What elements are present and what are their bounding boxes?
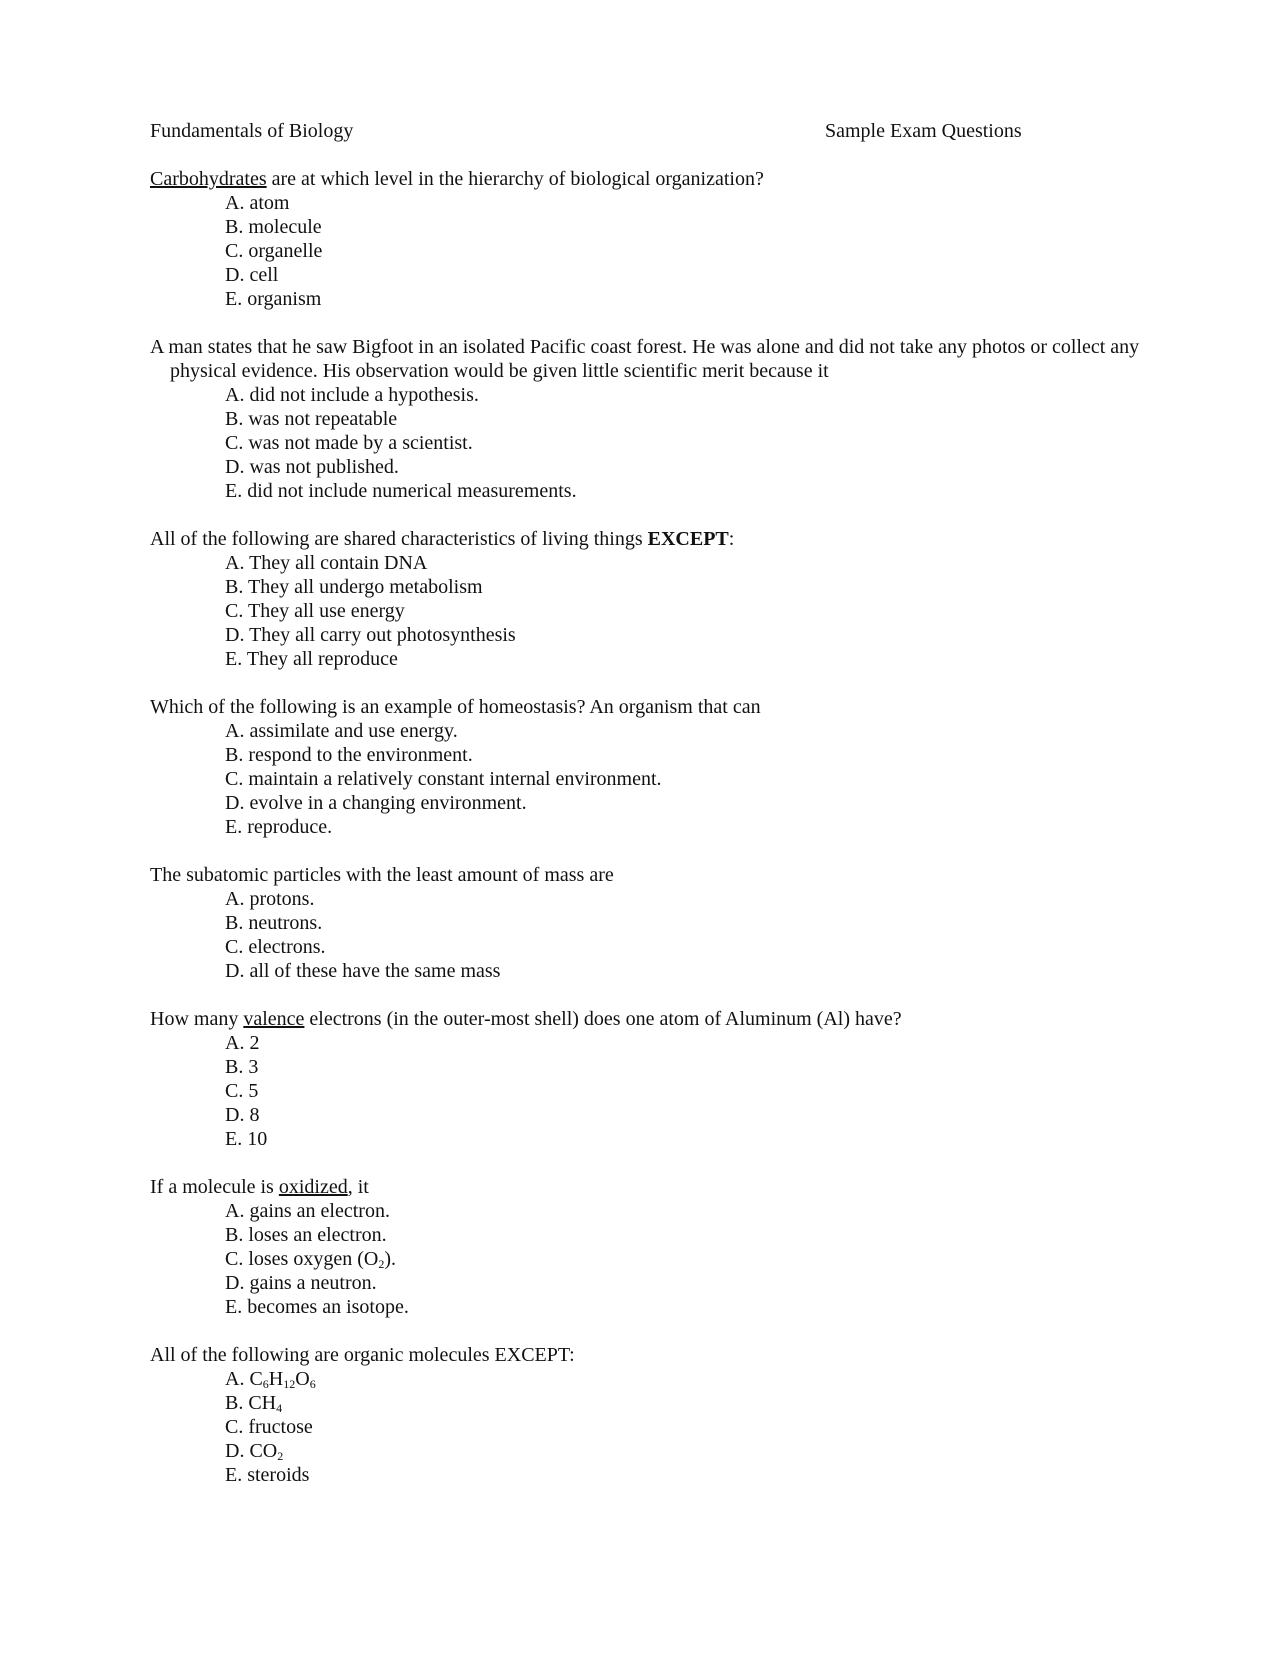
answer-option: A. 2 [225,1032,260,1054]
question-5 [150,863,1150,983]
answer-option: A. $C_6H_{12}O_6$ [225,1368,316,1391]
answer-option: D. $CO_2$ [225,1440,284,1463]
underlined-term: oxidized [278,1176,348,1198]
question-stem: Carbohydrates are at which level in the hierarchy of biological organization? [150,168,764,190]
answer-options [150,383,1150,503]
page-header [150,119,1150,143]
document-title: Sample Exam Questions [825,120,1022,142]
answer-options [150,551,1150,671]
question-2 [150,335,1150,503]
answer-option: C. fructose [225,1416,313,1438]
answer-options [150,887,1150,983]
course-title: Fundamentals of Biology [150,120,354,142]
question-stem: A man states that he saw Bigfoot in an isolated Pacific coast forest. He was alone and did not take any photos or collect any physical evidence. His observation would be given little scientific merit because it [150,336,1140,382]
answer-option: D. cell [225,264,279,286]
answer-option: A. They all contain DNA [225,552,428,574]
question-stem: How many valence electrons (in the outer-most shell) does one atom of Aluminum (Al) have? [150,1008,902,1030]
answer-option: B. neutrons. [225,912,323,934]
answer-option: A. assimilate and use energy. [225,720,458,742]
answer-option: A. protons. [225,888,315,910]
answer-option: B. $CH_4$ [225,1392,283,1415]
answer-option: B. respond to the environment. [225,744,473,766]
question-8 [150,1343,1150,1487]
answer-option: C. organelle [225,240,323,262]
answer-option: E. They all reproduce [225,648,398,670]
question-1 [150,167,1150,311]
answer-option: E. 10 [225,1128,268,1150]
answer-option: B. was not repeatable [225,408,398,430]
answer-option: D. 8 [225,1104,260,1126]
answer-option: C. They all use energy [225,600,405,622]
answer-option: D. all of these have the same mass [225,960,501,982]
answer-option: D. gains a neutron. [225,1272,377,1294]
answer-options [150,1031,1150,1151]
question-stem: All of the following are organic molecules EXCEPT: [150,1344,575,1366]
answer-option: A. did not include a hypothesis. [225,384,479,406]
answer-option: E. becomes an isotope. [225,1296,409,1318]
underlined-term: valence [243,1008,305,1030]
question-stem: Which of the following is an example of homeostasis? An organism that can [150,696,761,718]
answer-options [150,191,1150,311]
answer-option: C. loses oxygen $(O_2)$. [225,1248,396,1271]
question-6 [150,1007,1150,1151]
question-stem: The subatomic particles with the least amount of mass are [150,864,614,886]
answer-option: B. molecule [225,216,322,238]
answer-option: B. They all undergo metabolism [225,576,483,598]
answer-options [150,1367,1150,1487]
question-4 [150,695,1150,839]
underlined-term: Carbohydrates [150,168,267,190]
question-3 [150,527,1150,671]
answer-option: D. was not published. [225,456,399,478]
answer-option: B. loses an electron. [225,1224,387,1246]
answer-option: D. evolve in a changing environment. [225,792,527,814]
answer-option: A. atom [225,192,290,214]
answer-option: C. 5 [225,1080,259,1102]
answer-option: E. organism [225,288,322,310]
answer-option: C. electrons. [225,936,326,958]
question-7 [150,1175,1150,1319]
answer-option: E. did not include numerical measurements. [225,480,577,502]
question-stem: All of the following are shared characteristics of living things EXCEPT: [150,528,735,550]
bold-term: EXCEPT [647,528,729,550]
question-stem: If a molecule is oxidized, it [150,1176,369,1198]
answer-option: C. was not made by a scientist. [225,432,473,454]
answer-options [150,1199,1150,1319]
exam-page [150,119,1150,1511]
answer-option: A. gains an electron. [225,1200,390,1222]
answer-option: E. steroids [225,1464,310,1486]
answer-option: D. They all carry out photosynthesis [225,624,516,646]
answer-option: E. reproduce. [225,816,333,838]
answer-option: C. maintain a relatively constant internal environment. [225,768,662,790]
answer-option: B. 3 [225,1056,259,1078]
answer-options [150,719,1150,839]
